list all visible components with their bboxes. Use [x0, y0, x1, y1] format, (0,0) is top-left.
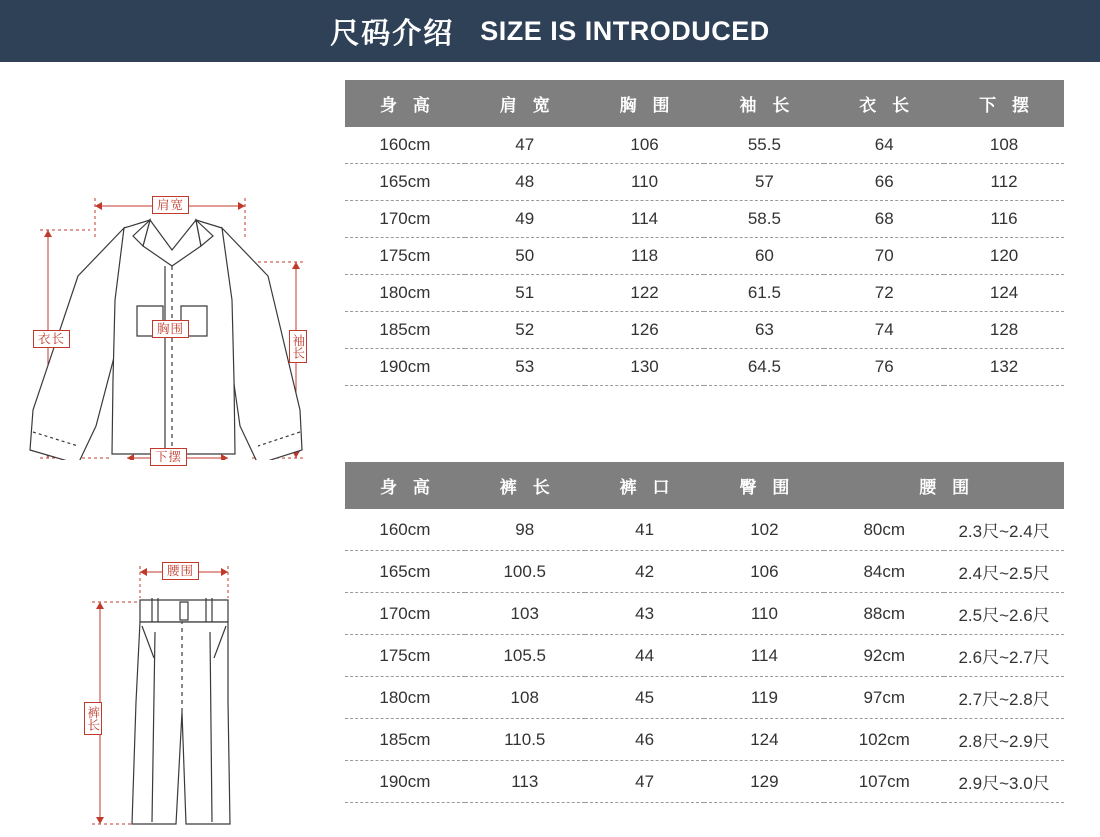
cell-length: 76	[824, 349, 944, 386]
cell-waist-cm: 102cm	[824, 719, 944, 761]
cell-height: 165cm	[345, 164, 465, 201]
cell-length: 64	[824, 127, 944, 164]
col-waist: 腰 围	[824, 462, 1064, 509]
cell-height: 160cm	[345, 127, 465, 164]
cell-hem: 128	[944, 312, 1064, 349]
cell-sleeve: 63	[704, 312, 824, 349]
table-row	[345, 349, 1064, 386]
cell-height: 175cm	[345, 238, 465, 275]
cell-leg-opening: 44	[585, 635, 705, 677]
cell-height: 190cm	[345, 349, 465, 386]
cell-hip: 129	[704, 761, 824, 803]
table-header-row	[345, 80, 1064, 127]
cell-chest: 118	[585, 238, 705, 275]
cell-waist-cm: 84cm	[824, 551, 944, 593]
cell-pants-length: 108	[465, 677, 585, 719]
cell-chest: 106	[585, 127, 705, 164]
cell-shoulder: 50	[465, 238, 585, 275]
table-row	[345, 238, 1064, 275]
table-row	[345, 593, 1064, 635]
page-title-en: SIZE IS INTRODUCED	[480, 15, 770, 46]
cell-chest: 114	[585, 201, 705, 238]
shirt-drawing	[0, 80, 345, 460]
col-chest: 胸 围	[585, 80, 705, 127]
cell-shoulder: 52	[465, 312, 585, 349]
cell-waist-chi: 2.7尺~2.8尺	[944, 677, 1064, 719]
cell-length: 66	[824, 164, 944, 201]
cell-hip: 102	[704, 509, 824, 551]
shirt-size-table	[345, 80, 1064, 386]
cell-waist-cm: 97cm	[824, 677, 944, 719]
cell-chest: 126	[585, 312, 705, 349]
cell-hip: 114	[704, 635, 824, 677]
page-header	[0, 0, 1100, 62]
table-row	[345, 761, 1064, 803]
table-row	[345, 677, 1064, 719]
cell-pants-length: 100.5	[465, 551, 585, 593]
shirt-length-label: 衣长	[33, 330, 70, 348]
table-row	[345, 312, 1064, 349]
cell-hem: 112	[944, 164, 1064, 201]
col-sleeve: 袖 长	[704, 80, 824, 127]
cell-leg-opening: 46	[585, 719, 705, 761]
cell-leg-opening: 41	[585, 509, 705, 551]
cell-pants-length: 98	[465, 509, 585, 551]
cell-chest: 110	[585, 164, 705, 201]
cell-sleeve: 58.5	[704, 201, 824, 238]
col-hem: 下 摆	[944, 80, 1064, 127]
cell-pants-length: 110.5	[465, 719, 585, 761]
cell-waist-chi: 2.3尺~2.4尺	[944, 509, 1064, 551]
cell-length: 70	[824, 238, 944, 275]
col-hip: 臀 围	[704, 462, 824, 509]
table-row	[345, 201, 1064, 238]
cell-shoulder: 47	[465, 127, 585, 164]
cell-pants-length: 113	[465, 761, 585, 803]
shirt-section	[0, 80, 1100, 464]
cell-chest: 122	[585, 275, 705, 312]
col-pants-length: 裤 长	[465, 462, 585, 509]
cell-height: 175cm	[345, 635, 465, 677]
table-header-row	[345, 462, 1064, 509]
cell-leg-opening: 47	[585, 761, 705, 803]
pants-size-table	[345, 462, 1064, 803]
cell-length: 72	[824, 275, 944, 312]
shirt-figure	[0, 80, 345, 464]
cell-hip: 124	[704, 719, 824, 761]
col-height: 身 高	[345, 80, 465, 127]
cell-shoulder: 49	[465, 201, 585, 238]
col-shoulder: 肩 宽	[465, 80, 585, 127]
cell-chest: 130	[585, 349, 705, 386]
cell-hip: 119	[704, 677, 824, 719]
col-leg-opening: 裤 口	[585, 462, 705, 509]
cell-hip: 110	[704, 593, 824, 635]
cell-hem: 124	[944, 275, 1064, 312]
cell-waist-chi: 2.9尺~3.0尺	[944, 761, 1064, 803]
cell-waist-cm: 88cm	[824, 593, 944, 635]
cell-height: 180cm	[345, 677, 465, 719]
cell-waist-chi: 2.4尺~2.5尺	[944, 551, 1064, 593]
table-row	[345, 275, 1064, 312]
cell-leg-opening: 43	[585, 593, 705, 635]
cell-waist-chi: 2.8尺~2.9尺	[944, 719, 1064, 761]
table-row	[345, 164, 1064, 201]
cell-height: 180cm	[345, 275, 465, 312]
pants-figure	[0, 462, 345, 837]
cell-height: 185cm	[345, 719, 465, 761]
cell-hem: 132	[944, 349, 1064, 386]
cell-waist-cm: 80cm	[824, 509, 944, 551]
cell-height: 160cm	[345, 509, 465, 551]
cell-sleeve: 60	[704, 238, 824, 275]
cell-leg-opening: 45	[585, 677, 705, 719]
content-area	[0, 62, 1100, 837]
cell-hem: 120	[944, 238, 1064, 275]
table-row	[345, 509, 1064, 551]
cell-shoulder: 51	[465, 275, 585, 312]
cell-leg-opening: 42	[585, 551, 705, 593]
cell-hem: 108	[944, 127, 1064, 164]
cell-length: 68	[824, 201, 944, 238]
cell-waist-chi: 2.6尺~2.7尺	[944, 635, 1064, 677]
shirt-sleeve-label: 袖长	[289, 330, 307, 363]
cell-sleeve: 55.5	[704, 127, 824, 164]
cell-hip: 106	[704, 551, 824, 593]
cell-shoulder: 53	[465, 349, 585, 386]
pants-drawing	[0, 462, 345, 837]
pants-table-wrap	[345, 462, 1100, 837]
cell-waist-chi: 2.5尺~2.6尺	[944, 593, 1064, 635]
col-height: 身 高	[345, 462, 465, 509]
cell-length: 74	[824, 312, 944, 349]
shirt-shoulder-label: 肩宽	[152, 196, 189, 214]
table-row	[345, 127, 1064, 164]
cell-sleeve: 64.5	[704, 349, 824, 386]
pants-length-label: 裤长	[84, 702, 102, 735]
pants-section	[0, 462, 1100, 837]
shirt-chest-label: 胸围	[152, 320, 189, 338]
cell-height: 185cm	[345, 312, 465, 349]
shirt-hem-label: 下摆	[150, 448, 187, 466]
col-length: 衣 长	[824, 80, 944, 127]
cell-height: 165cm	[345, 551, 465, 593]
cell-height: 170cm	[345, 201, 465, 238]
cell-height: 190cm	[345, 761, 465, 803]
shirt-table-wrap	[345, 80, 1100, 460]
cell-pants-length: 105.5	[465, 635, 585, 677]
cell-hem: 116	[944, 201, 1064, 238]
page-title-cn: 尺码介绍	[330, 15, 455, 50]
cell-sleeve: 57	[704, 164, 824, 201]
cell-sleeve: 61.5	[704, 275, 824, 312]
table-row	[345, 551, 1064, 593]
cell-pants-length: 103	[465, 593, 585, 635]
cell-waist-cm: 92cm	[824, 635, 944, 677]
table-row	[345, 719, 1064, 761]
table-row	[345, 635, 1064, 677]
cell-waist-cm: 107cm	[824, 761, 944, 803]
cell-height: 170cm	[345, 593, 465, 635]
pants-waist-label: 腰围	[162, 562, 199, 580]
cell-shoulder: 48	[465, 164, 585, 201]
